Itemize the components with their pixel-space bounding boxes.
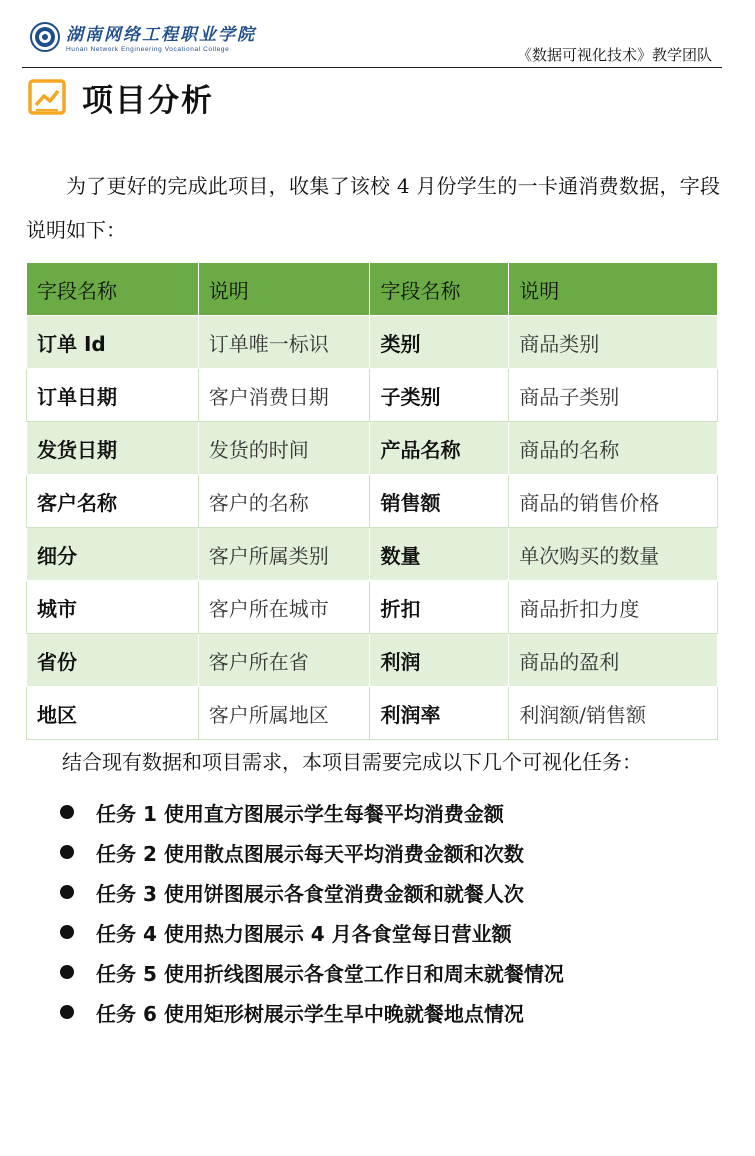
field-description: 客户所在城市 (198, 581, 370, 634)
bullet-icon (60, 1005, 74, 1019)
bullet-icon (60, 845, 74, 859)
school-name-en: Hunan Network Engineering Vocational College (66, 46, 230, 53)
field-name: 产品名称 (370, 422, 509, 475)
table-header-row (27, 263, 718, 316)
field-name: 细分 (27, 528, 199, 581)
bullet-icon (60, 805, 74, 819)
field-name: 发货日期 (27, 422, 199, 475)
column-header: 字段名称 (370, 263, 509, 316)
field-description: 客户所属地区 (198, 687, 370, 740)
field-name: 数量 (370, 528, 509, 581)
task-text: 任务 2 使用散点图展示每天平均消费金额和次数 (96, 841, 524, 866)
field-description: 客户消费日期 (198, 369, 370, 422)
list-item (60, 832, 564, 872)
field-description: 商品的盈利 (509, 634, 718, 687)
page-header (22, 16, 722, 68)
table-row (27, 634, 718, 687)
list-item (60, 912, 564, 952)
field-description: 商品的名称 (509, 422, 718, 475)
field-table (26, 262, 718, 740)
field-description: 商品折扣力度 (509, 581, 718, 634)
table-row (27, 475, 718, 528)
field-name: 订单 Id (27, 316, 199, 369)
column-header: 说明 (509, 263, 718, 316)
field-description: 客户的名称 (198, 475, 370, 528)
list-item (60, 872, 564, 912)
column-header: 说明 (198, 263, 370, 316)
list-item (60, 792, 564, 832)
field-description: 利润额/销售额 (509, 687, 718, 740)
field-name: 省份 (27, 634, 199, 687)
list-item (60, 992, 564, 1032)
field-name: 折扣 (370, 581, 509, 634)
task-text: 任务 3 使用饼图展示各食堂消费金额和就餐人次 (96, 881, 524, 906)
bullet-icon (60, 885, 74, 899)
task-text: 任务 4 使用热力图展示 4 月各食堂每日营业额 (96, 921, 512, 946)
section-heading (28, 76, 214, 118)
field-description: 客户所属类别 (198, 528, 370, 581)
table-row (27, 369, 718, 422)
task-text: 任务 1 使用直方图展示学生每餐平均消费金额 (96, 801, 504, 826)
field-name: 利润 (370, 634, 509, 687)
table-row (27, 316, 718, 369)
field-description: 商品子类别 (509, 369, 718, 422)
table-row (27, 528, 718, 581)
task-list (60, 792, 564, 1032)
bullet-icon (60, 965, 74, 979)
field-name: 地区 (27, 687, 199, 740)
field-description: 单次购买的数量 (509, 528, 718, 581)
team-label: 《数据可视化技术》教学团队 (516, 46, 712, 64)
bullet-icon (60, 925, 74, 939)
section-title: 项目分析 (82, 82, 214, 119)
task-text: 任务 6 使用矩形树展示学生早中晚就餐地点情况 (96, 1001, 524, 1026)
list-item (60, 952, 564, 992)
field-name: 销售额 (370, 475, 509, 528)
task-text: 任务 5 使用折线图展示各食堂工作日和周末就餐情况 (96, 961, 564, 986)
school-name-cn: 湖南网络工程职业学院 (66, 25, 256, 45)
field-description: 商品类别 (509, 316, 718, 369)
school-logo-icon (30, 22, 60, 52)
field-name: 子类别 (370, 369, 509, 422)
field-name: 城市 (27, 581, 199, 634)
school-name (66, 20, 256, 53)
field-description: 客户所在省 (198, 634, 370, 687)
field-name: 类别 (370, 316, 509, 369)
field-name: 客户名称 (27, 475, 199, 528)
table-row (27, 687, 718, 740)
summary-paragraph: 结合现有数据和项目需求，本项目需要完成以下几个可视化任务： (62, 750, 642, 774)
field-name: 订单日期 (27, 369, 199, 422)
table-row (27, 581, 718, 634)
table-row (27, 422, 718, 475)
chart-image-icon (28, 78, 66, 116)
intro-paragraph: 为了更好的完成此项目，收集了该校 4 月份学生的一卡通消费数据，字段说明如下： (26, 174, 720, 242)
field-name: 利润率 (370, 687, 509, 740)
field-description: 发货的时间 (198, 422, 370, 475)
field-description: 订单唯一标识 (198, 316, 370, 369)
column-header: 字段名称 (27, 263, 199, 316)
field-description: 商品的销售价格 (509, 475, 718, 528)
